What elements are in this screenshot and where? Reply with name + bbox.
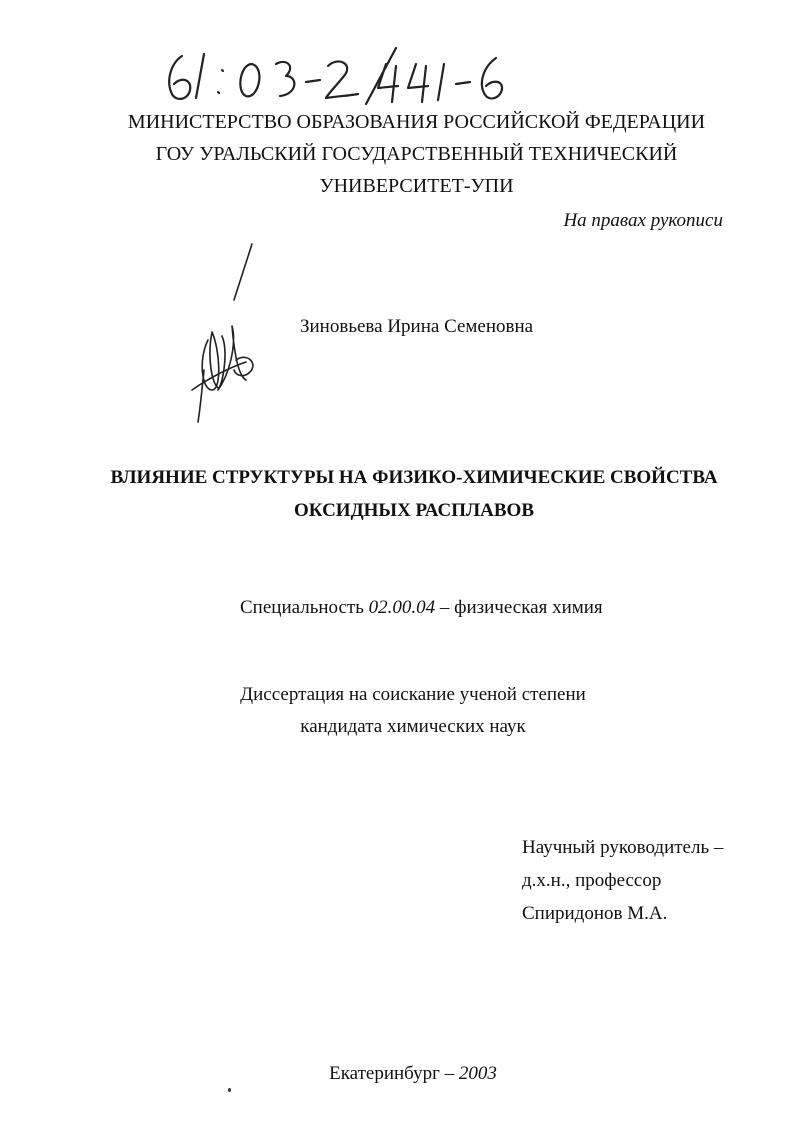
handwritten-archive-code xyxy=(160,42,540,112)
place-year-line xyxy=(0,1063,793,1085)
footer-dash: – xyxy=(439,1063,459,1084)
institution-line-2: УНИВЕРСИТЕТ-УПИ xyxy=(319,175,514,197)
ministry-line: МИНИСТЕРСТВО ОБРАЗОВАНИЯ РОССИЙСКОЙ ФЕДЕРАЦИИ xyxy=(127,111,706,133)
degree-line-1: Диссертация на соискание ученой степени xyxy=(240,684,586,705)
advisor-degree: д.х.н., профессор xyxy=(522,870,662,891)
year: 2003 xyxy=(458,1063,497,1084)
degree-line-2: кандидата химических наук xyxy=(300,716,526,737)
author-signature xyxy=(188,240,268,430)
city: Екатеринбург xyxy=(329,1063,440,1084)
advisor-name: Спиридонов М.А. xyxy=(522,903,668,924)
scan-speck xyxy=(228,1088,231,1092)
specialty-name: физическая химия xyxy=(454,597,603,618)
rights-note: На правах рукописи xyxy=(563,210,723,231)
author-name: Зиновьева Ирина Семеновна xyxy=(300,316,534,337)
advisor-role: Научный руководитель – xyxy=(522,837,724,858)
specialty-line xyxy=(240,597,603,619)
institution-line-1: ГОУ УРАЛЬСКИЙ ГОСУДАРСТВЕННЫЙ ТЕХНИЧЕСКИЙ xyxy=(155,143,678,165)
specialty-code: 02.00.04 xyxy=(368,597,436,618)
dissertation-title-line-2: ОКСИДНЫХ РАСПЛАВОВ xyxy=(293,500,534,521)
specialty-label: Специальность xyxy=(240,597,369,618)
specialty-dash: – xyxy=(435,597,455,618)
dissertation-title-line-1: ВЛИЯНИЕ СТРУКТУРЫ НА ФИЗИКО-ХИМИЧЕСКИЕ СВОЙСТВА xyxy=(110,467,718,488)
